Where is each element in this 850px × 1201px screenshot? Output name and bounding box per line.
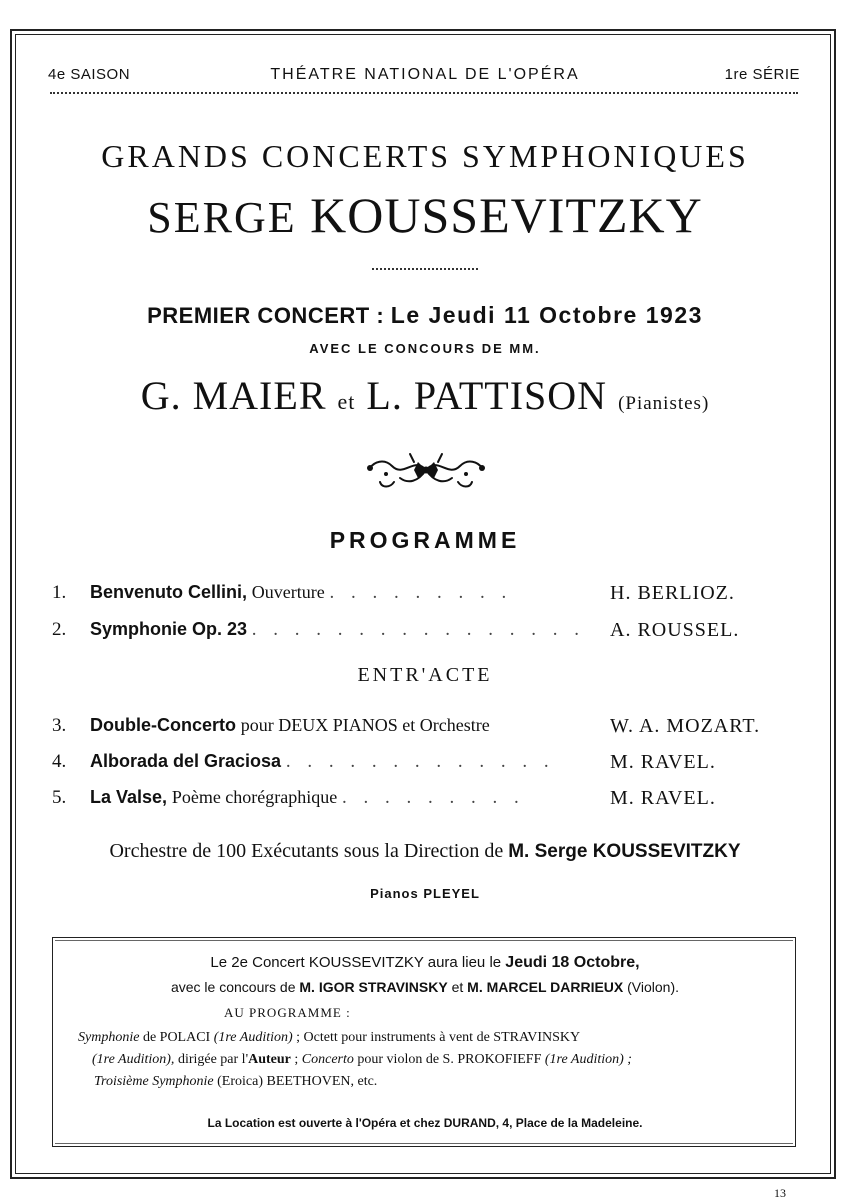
- notice-text: ; Octett pour instruments à vent de STRAVINSKY: [296, 1030, 581, 1045]
- leader-dots: . . . . . . . . . . . . .: [285, 751, 555, 772]
- programme-heading: PROGRAMME: [329, 527, 521, 553]
- notice-text: avec le concours de: [170, 979, 296, 995]
- leader-dots: . . . . . . . . .: [342, 787, 525, 808]
- item-number: 3.: [52, 715, 67, 736]
- notice-bold: Auteur: [248, 1052, 291, 1067]
- program-item: [90, 787, 525, 809]
- item-composer: W. A. MOZART.: [610, 715, 761, 737]
- entracte-heading: ENTR'ACTE: [357, 664, 493, 686]
- title-dotted-rule: [372, 268, 478, 270]
- notice-text: dirigée par l': [177, 1052, 249, 1067]
- conductor-title: [0, 186, 850, 244]
- notice-italic: Symphonie: [78, 1030, 140, 1045]
- notice-date: Jeudi 18 Octobre,: [505, 954, 640, 971]
- item-composer: M. RAVEL.: [610, 787, 716, 809]
- leader-dots: . . . . . . . . . . . . . . . .: [251, 619, 586, 640]
- page-number: 13: [774, 1186, 786, 1200]
- notice-line-1: [0, 954, 850, 972]
- notice-au-programme: AU PROGRAMME :: [224, 1005, 351, 1020]
- item-number: 2.: [52, 619, 67, 640]
- soloists-et: et: [337, 389, 356, 414]
- notice-italic: Concerto: [301, 1052, 354, 1067]
- pianos-pleyel: Pianos PLEYEL: [370, 886, 480, 901]
- item-description: pour DEUX PIANOS et Orchestre: [240, 715, 490, 735]
- program-item: [90, 715, 490, 737]
- item-title: Double-Concerto: [90, 715, 236, 735]
- notice-line-6: [94, 1074, 377, 1090]
- notice-line-2: [0, 979, 850, 995]
- item-composer: H. BERLIOZ.: [610, 582, 735, 604]
- orchestra-text: Orchestre de 100 Exécutants sous la Direction de: [109, 840, 504, 862]
- concert-date: Le Jeudi 11 Octobre 1923: [390, 302, 703, 328]
- item-number: 1.: [52, 582, 67, 603]
- program-item: [90, 582, 512, 604]
- program-item: [90, 751, 555, 773]
- item-title: Symphonie Op. 23: [90, 619, 248, 639]
- item-title: Alborada del Graciosa: [90, 751, 282, 771]
- notice-text: ;: [294, 1052, 299, 1067]
- notice-location: La Location est ouverte à l'Opéra et chez DURAND, 4, Place de la Madeleine.: [207, 1116, 643, 1130]
- concert-label: PREMIER CONCERT :: [147, 303, 385, 328]
- item-composer: M. RAVEL.: [610, 751, 716, 773]
- orchestra-conductor: M. Serge KOUSSEVITZKY: [508, 841, 741, 862]
- item-composer: A. ROUSSEL.: [610, 619, 740, 641]
- season-label: 4e SAISON: [48, 66, 131, 83]
- concert-series-title: GRANDS CONCERTS SYMPHONIQUES: [101, 138, 749, 174]
- notice-italic: Troisième Symphonie: [94, 1074, 214, 1089]
- notice-italic: (1re Audition),: [92, 1052, 175, 1067]
- theatre-name: THÉATRE NATIONAL DE L'OPÉRA: [270, 66, 580, 83]
- notice-line-4: [78, 1030, 580, 1046]
- notice-text: pour violon de S. PROKOFIEFF: [357, 1052, 542, 1067]
- notice-text: Le 2e Concert KOUSSEVITZKY aura lieu le: [210, 954, 502, 971]
- notice-italic: (1re Audition) ;: [544, 1052, 632, 1067]
- header-dotted-rule: [50, 92, 798, 94]
- soloist-1: G. MAIER: [140, 373, 327, 418]
- leader-dots: . . . . . . . . .: [329, 582, 513, 603]
- avec-concours: AVEC LE CONCOURS DE MM.: [309, 341, 541, 356]
- notice-italic: (1re Audition): [213, 1030, 293, 1045]
- notice-text: (Eroica) BEETHOVEN, etc.: [217, 1074, 378, 1089]
- notice-line-5: [92, 1052, 632, 1068]
- soloists-line: [0, 372, 850, 419]
- notice-guest-2: M. MARCEL DARRIEUX: [467, 979, 624, 995]
- soloists-role: (Pianistes): [618, 393, 710, 414]
- serie-label: 1re SÉRIE: [724, 66, 800, 83]
- item-title: Benvenuto Cellini,: [90, 582, 248, 602]
- item-number: 4.: [52, 751, 67, 772]
- orchestra-line: [0, 840, 850, 863]
- soloist-2: L. PATTISON: [366, 373, 608, 418]
- concert-date-line: [0, 302, 850, 329]
- item-description: Poème chorégraphique: [171, 787, 338, 807]
- notice-text: (Violon).: [627, 979, 680, 995]
- conductor-first-name: SERGE: [147, 193, 297, 242]
- item-description: Ouverture: [251, 582, 325, 602]
- conductor-last-name: KOUSSEVITZKY: [310, 187, 703, 243]
- notice-text: et: [451, 979, 464, 995]
- notice-guest-1: M. IGOR STRAVINSKY: [299, 979, 448, 995]
- item-number: 5.: [52, 787, 67, 808]
- floral-ornament-icon: [364, 448, 488, 494]
- item-title: La Valse,: [90, 787, 168, 807]
- program-item: [90, 619, 585, 641]
- notice-text: de POLACI: [142, 1030, 211, 1045]
